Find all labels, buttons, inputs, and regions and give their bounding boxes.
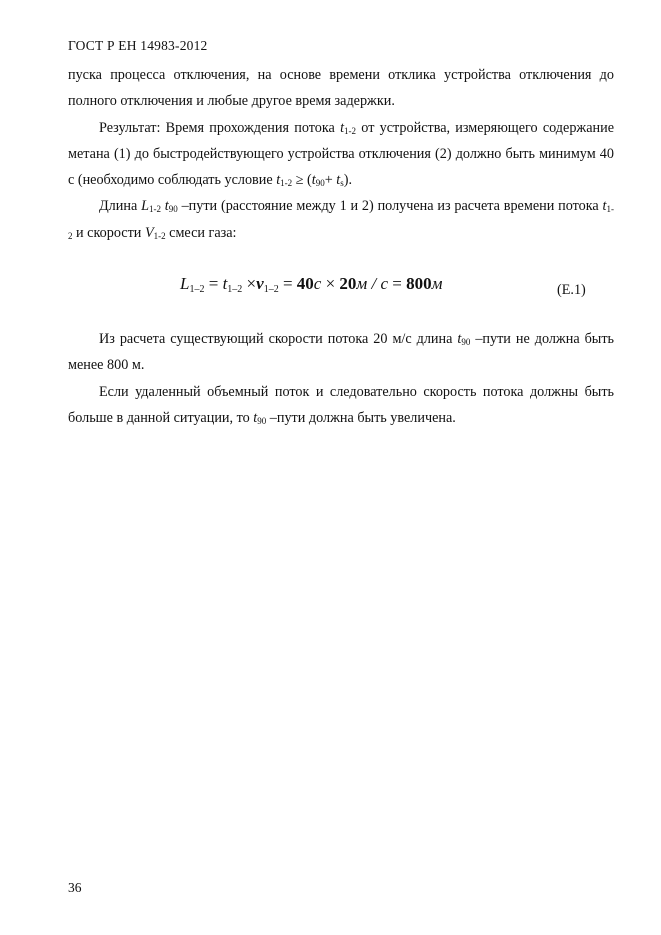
- paragraph-flow: Если удаленный объемный поток и следовательно скорость потока должны быть больше в данной ситуации, то $t_{90}$ –пути должна быть увеличена.: [68, 383, 614, 426]
- paragraph-intro: пуска процесса отключения, на основе времени отклика устройства отключения до полного отключения и любые другое время задержки.: [68, 67, 614, 110]
- formula-number: (Е.1): [557, 282, 586, 298]
- document-header: ГОСТ Р ЕН 14983-2012: [68, 38, 208, 53]
- document-body-continued: [68, 326, 614, 431]
- formula-e1: $L_{1-2} = t_{1-2} \times v_{1-2} = 40с \times 20м / с = 800м$: [180, 274, 443, 295]
- paragraph-calc: Из расчета существующий скорости потока 20 м/с длина $t_{90}$ –пути не должна быть менее 800 м.: [68, 331, 615, 374]
- document-body: [68, 62, 614, 246]
- paragraph-result: Результат: Время прохождения потока $t_{1-2}$ от устройства, измеряющего содержание метана (1) до быстродействующего устройства отключения (2) должно быть минимум 40 с (необходимо соблюдать условие $t_{1-2} \ge (t_{90}+ t_s)$.: [68, 119, 614, 189]
- page-number: 36: [68, 880, 82, 895]
- paragraph-length: Длина $L_{1-2}$ $t_{90}$ –пути (расстояние между 1 и 2) получена из расчета времени потока $t_{1-2}$ и скорости $V_{1-2}$ смеси газа:: [68, 198, 614, 241]
